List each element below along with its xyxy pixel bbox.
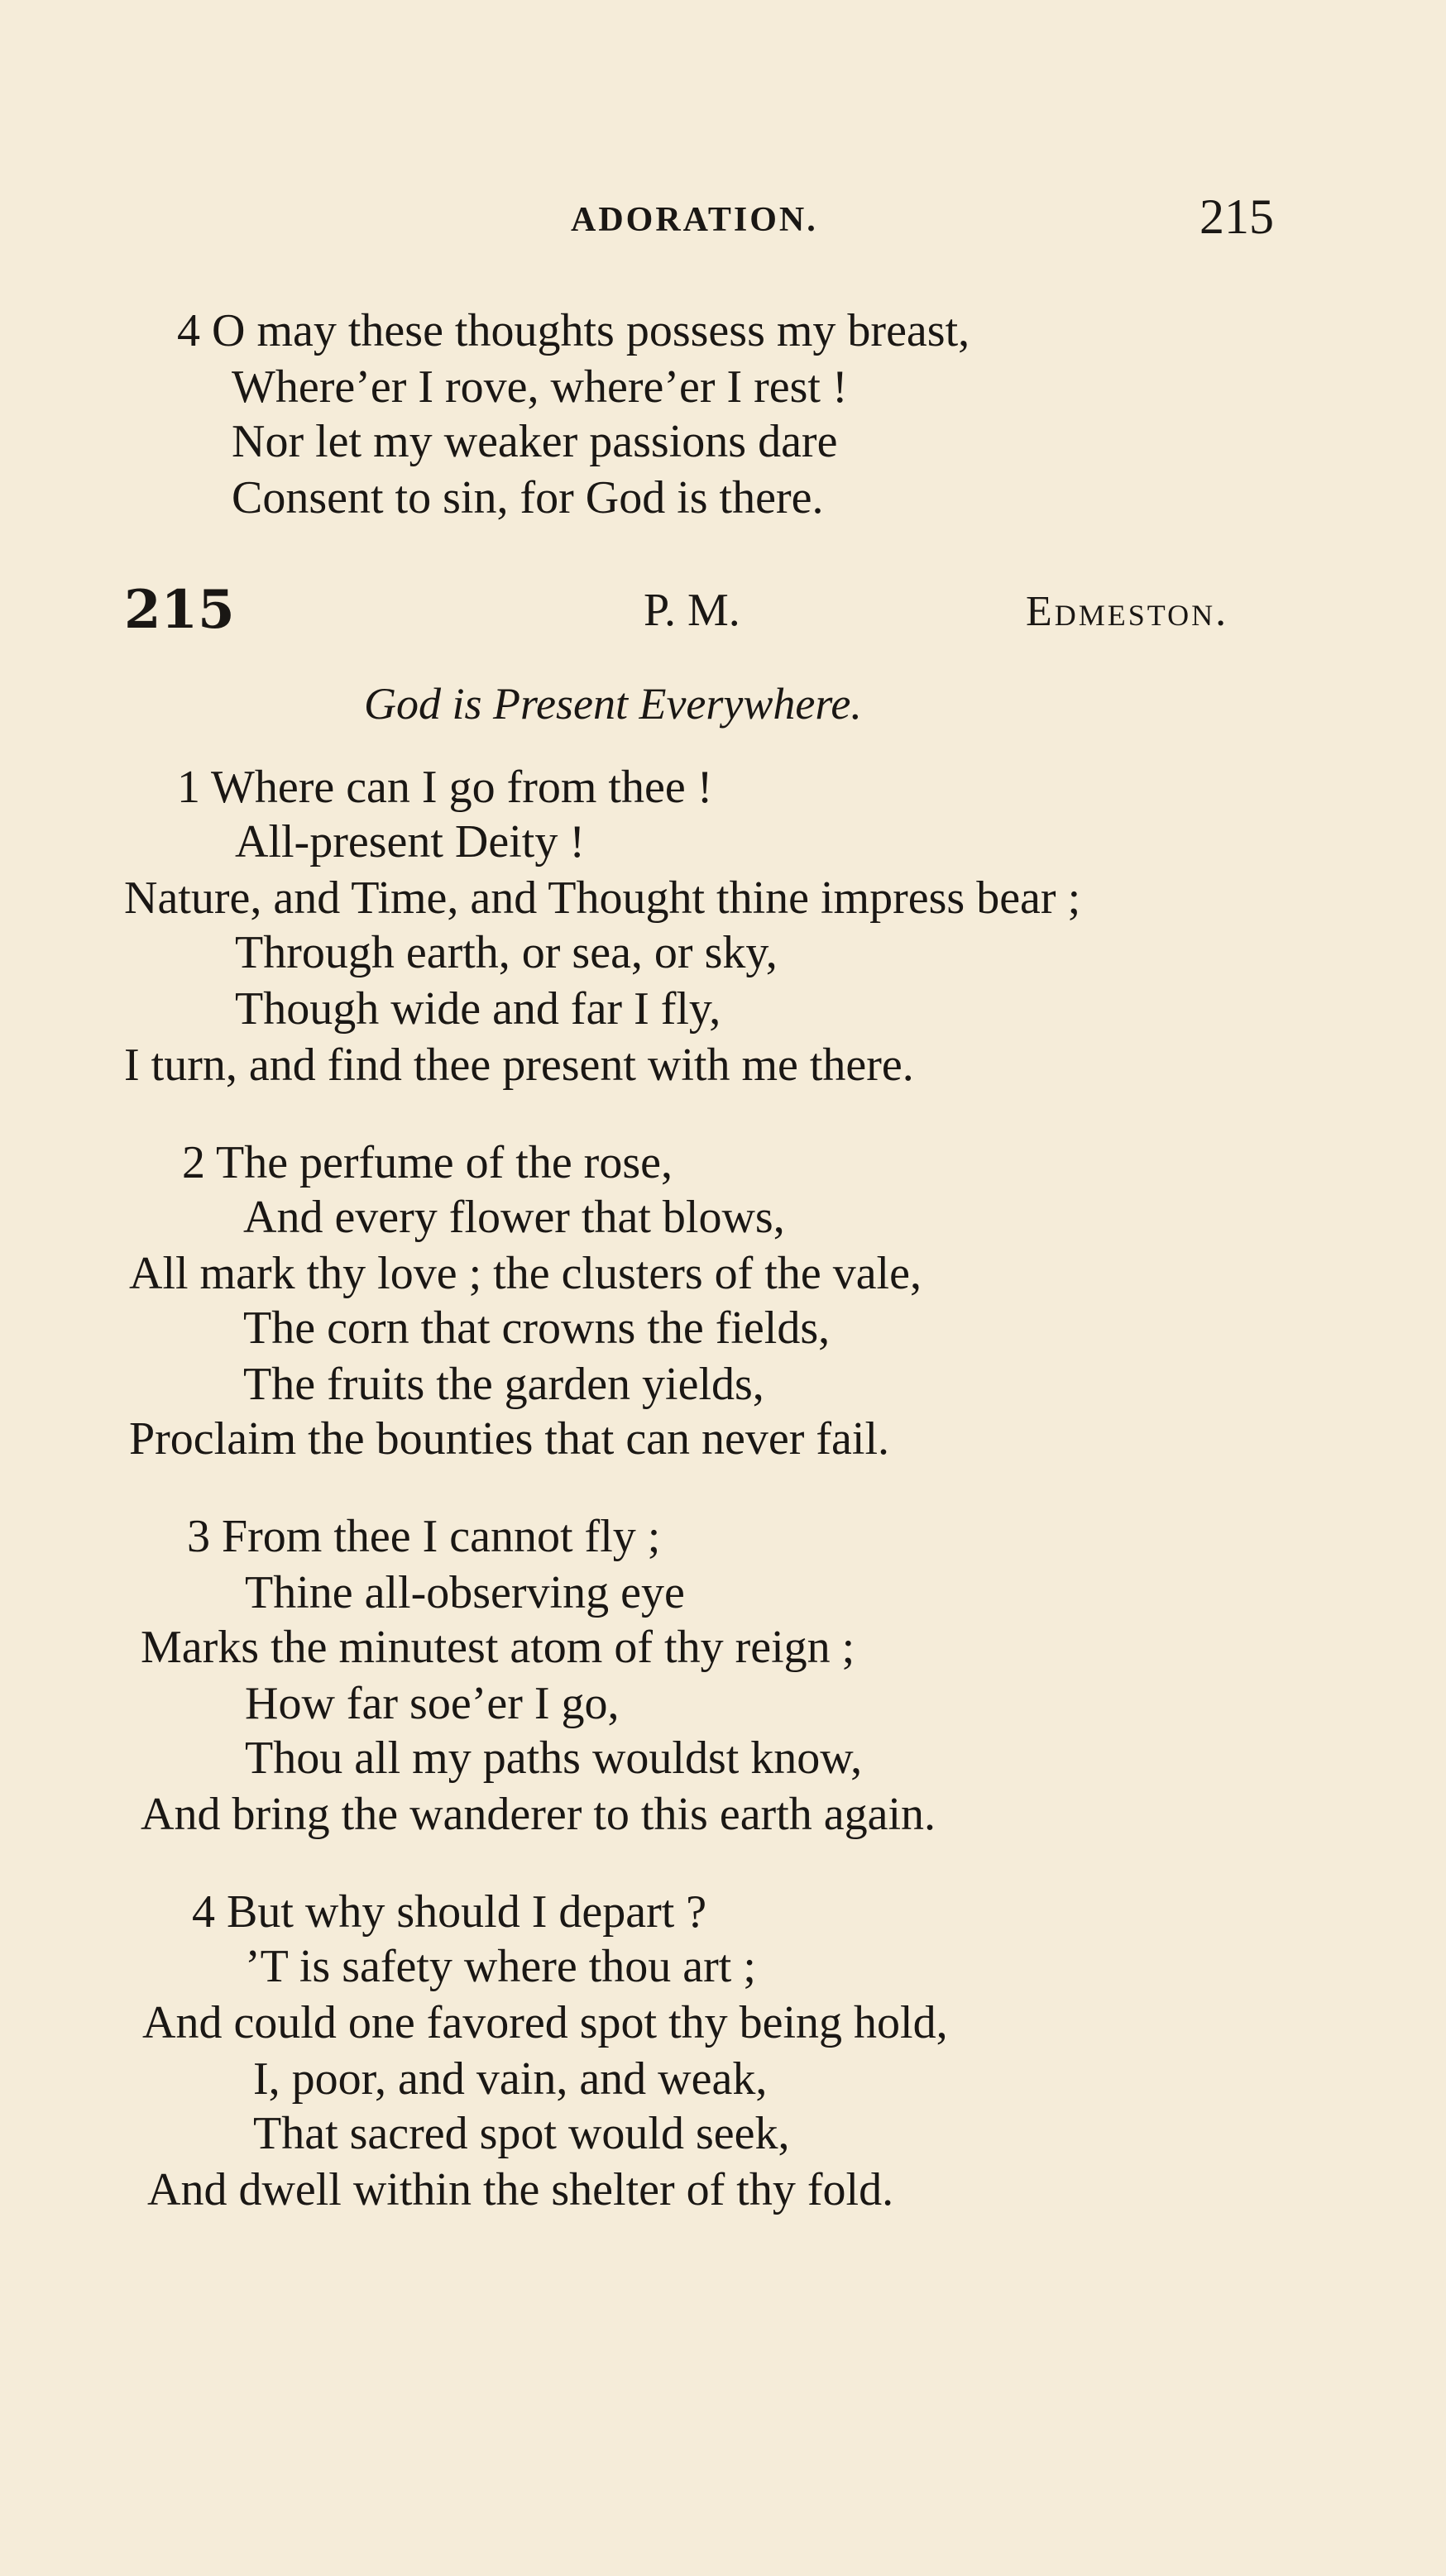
stanza-4-line: And dwell within the shelter of thy fold. xyxy=(147,2164,894,2215)
stanza-4-line: That sacred spot would seek, xyxy=(253,2108,790,2159)
stanza-4-line: I, poor, and vain, and weak, xyxy=(253,2053,768,2105)
prev-stanza-line: 4 O may these thoughts possess my breast, xyxy=(177,305,970,356)
stanza-3-line: Marks the minutest atom of thy reign ; xyxy=(141,1622,855,1673)
hymn-title: God is Present Everywhere. xyxy=(364,679,862,729)
stanza-4-line: ’T is safety where thou art ; xyxy=(245,1941,756,1992)
stanza-3-line: How far soe’er I go, xyxy=(245,1678,620,1729)
hymn-tune: Edmeston. xyxy=(1026,588,1229,635)
prev-stanza-line: Nor let my weaker passions dare xyxy=(232,416,838,467)
stanza-1-line: I turn, and find thee present with me there. xyxy=(124,1039,914,1091)
stanza-1-line: Through earth, or sea, or sky, xyxy=(235,927,778,978)
stanza-4-line: And could one favored spot thy being hold, xyxy=(142,1997,948,2048)
stanza-2-line: The corn that crowns the fields, xyxy=(243,1302,831,1354)
running-header: ADORATION. xyxy=(571,201,818,239)
stanza-2-line: The fruits the garden yields, xyxy=(243,1359,764,1410)
stanza-2-line: Proclaim the bounties that can never fail. xyxy=(129,1413,890,1465)
stanza-3-line: Thou all my paths wouldst know, xyxy=(245,1732,863,1784)
page-number: 215 xyxy=(1199,189,1274,244)
stanza-1-line: Nature, and Time, and Thought thine impress bear ; xyxy=(124,872,1081,924)
stanza-3-line: 3 From thee I cannot fly ; xyxy=(187,1511,661,1562)
stanza-4-line: 4 But why should I depart ? xyxy=(192,1886,707,1938)
stanza-2-line: All mark thy love ; the clusters of the vale, xyxy=(129,1248,922,1299)
stanza-3-line: Thine all-observing eye xyxy=(245,1567,685,1618)
stanza-1-line: All-present Deity ! xyxy=(235,816,585,867)
hymn-meter: P. M. xyxy=(644,585,740,636)
stanza-3-line: And bring the wanderer to this earth again. xyxy=(141,1789,936,1840)
prev-stanza-line: Consent to sin, for God is there. xyxy=(232,472,824,523)
stanza-2-line: 2 The perfume of the rose, xyxy=(182,1137,673,1188)
stanza-2-line: And every flower that blows, xyxy=(243,1192,785,1243)
hymn-number: 215 xyxy=(124,579,235,641)
stanza-1-line: Though wide and far I fly, xyxy=(235,983,721,1035)
prev-stanza-line: Where’er I rove, where’er I rest ! xyxy=(232,361,848,413)
stanza-1-line: 1 Where can I go from thee ! xyxy=(177,762,713,813)
